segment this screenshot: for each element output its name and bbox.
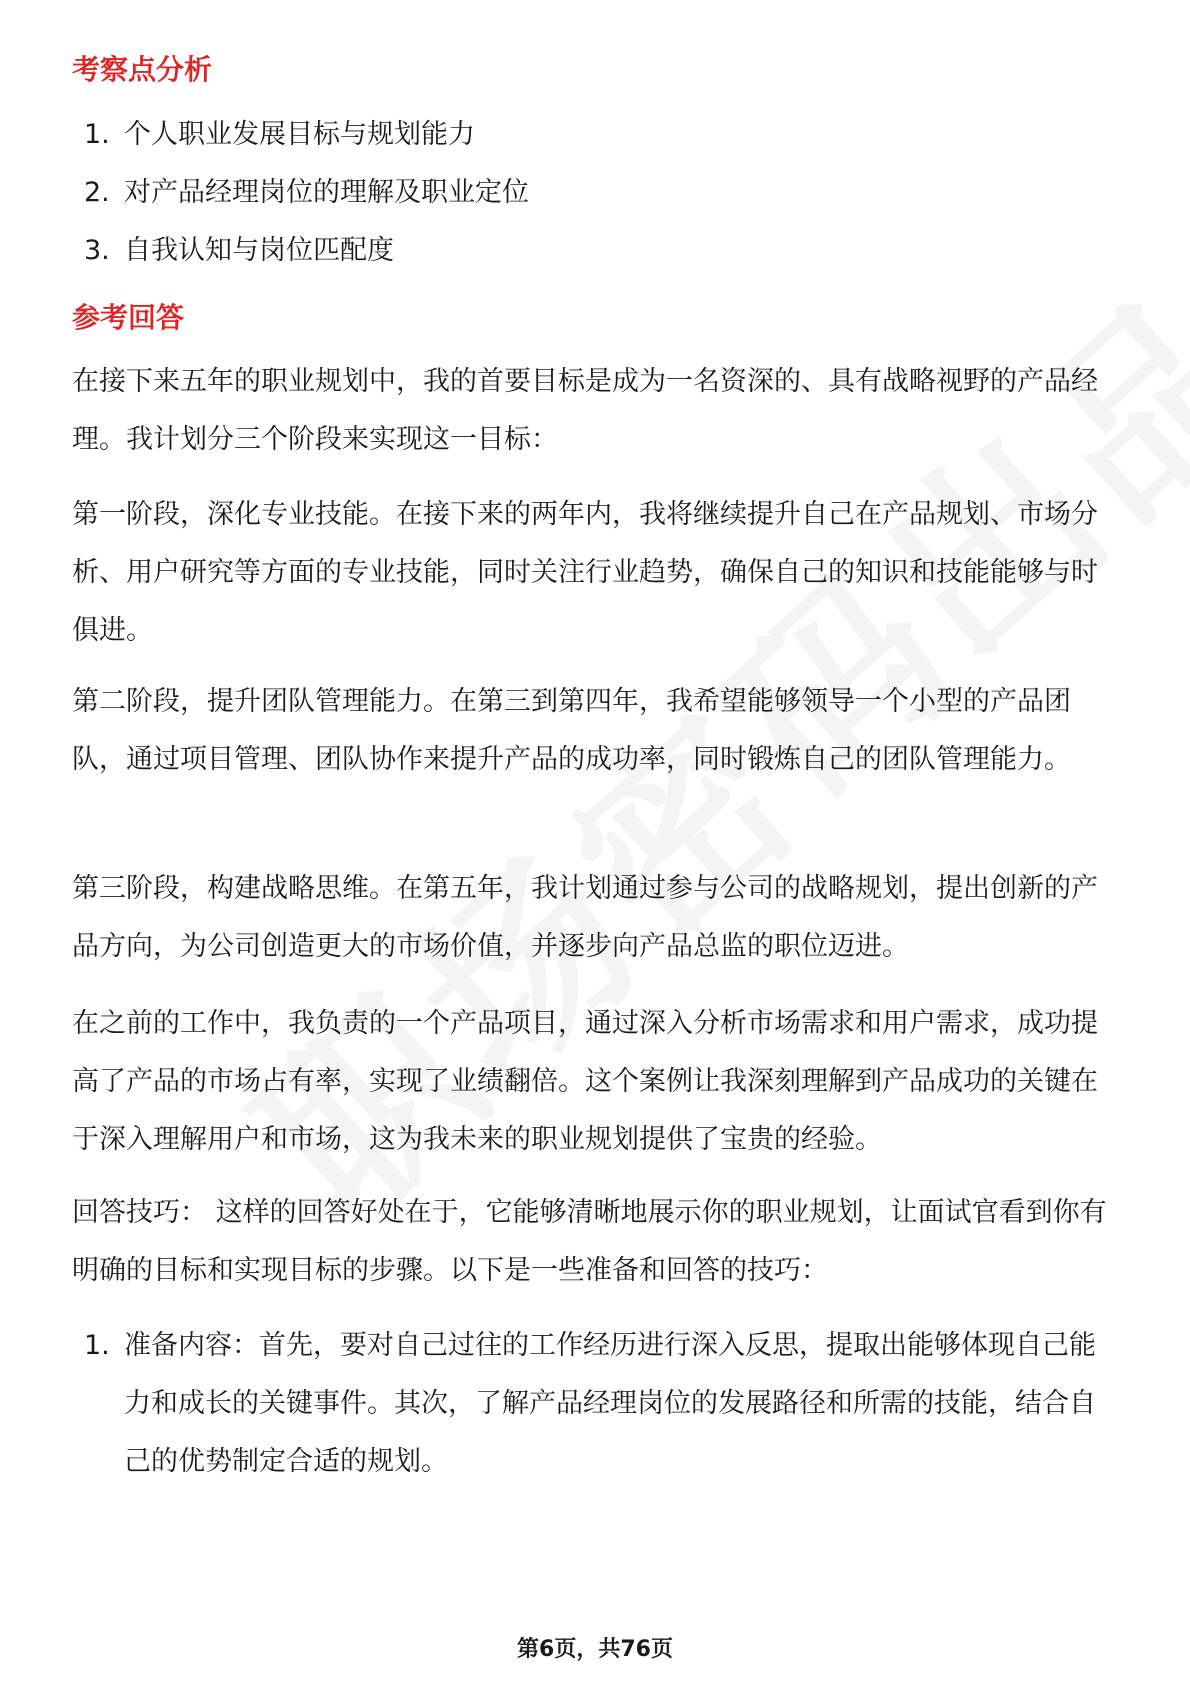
paragraph: 回答技巧： 这样的回答好处在于，它能够清晰地展示你的职业规划，让面试官看到你有明确的目标和实现目标的步骤。以下是一些准备和回答的技巧： — [72, 1197, 1107, 1286]
paragraph: 在接下来五年的职业规划中，我的首要目标是成为一名资深的、具有战略视野的产品经理。我计划分三个阶段来实现这一目标： — [72, 366, 1098, 455]
paragraph: 在之前的工作中，我负责的一个产品项目，通过深入分析市场需求和用户需求，成功提高了产品的市场占有率，实现了业绩翻倍。这个案例让我深刻理解到产品成功的关键在于深入理解用户和市场，这为我未来的职业规划提供了宝贵的经验。 — [72, 1008, 1098, 1155]
tips-list — [72, 1317, 1118, 1491]
list-item — [72, 106, 1118, 164]
page-number: 第6页，共76页 — [517, 1637, 673, 1662]
analysis-list — [72, 106, 1118, 280]
list-item-text: 准备内容：首先，要对自己过往的工作经历进行深入反思，提取出能够体现自己能力和成长的关键事件。其次，了解产品经理岗位的发展路径和所需的技能，结合自己的优势制定合适的规划。 — [124, 1330, 1096, 1477]
paragraph: 第一阶段，深化专业技能。在接下来的两年内，我将继续提升自己在产品规划、市场分析、用户研究等方面的专业技能，同时关注行业趋势，确保自己的知识和技能能够与时俱进。 — [72, 499, 1098, 646]
list-item-text: 对产品经理岗位的理解及职业定位 — [124, 177, 529, 208]
list-number: 1. — [84, 119, 110, 150]
list-number: 3. — [84, 235, 110, 266]
section-heading-answer: 参考回答 — [72, 301, 185, 334]
list-number: 1. — [84, 1330, 110, 1361]
paragraph: 第三阶段，构建战略思维。在第五年，我计划通过参与公司的战略规划，提出创新的产品方向，为公司创造更大的市场价值，并逐步向产品总监的职位迈进。 — [72, 873, 1098, 962]
section-heading-analysis: 考察点分析 — [72, 53, 213, 86]
list-item — [72, 1317, 1118, 1491]
paragraph: 第二阶段，提升团队管理能力。在第三到第四年，我希望能够领导一个小型的产品团队，通过项目管理、团队协作来提升产品的成功率，同时锻炼自己的团队管理能力。 — [72, 686, 1071, 775]
list-item-text: 自我认知与岗位匹配度 — [124, 235, 394, 266]
list-number: 2. — [84, 177, 110, 208]
list-item — [72, 222, 1118, 280]
list-item-text: 个人职业发展目标与规划能力 — [124, 119, 475, 150]
list-item — [72, 164, 1118, 222]
